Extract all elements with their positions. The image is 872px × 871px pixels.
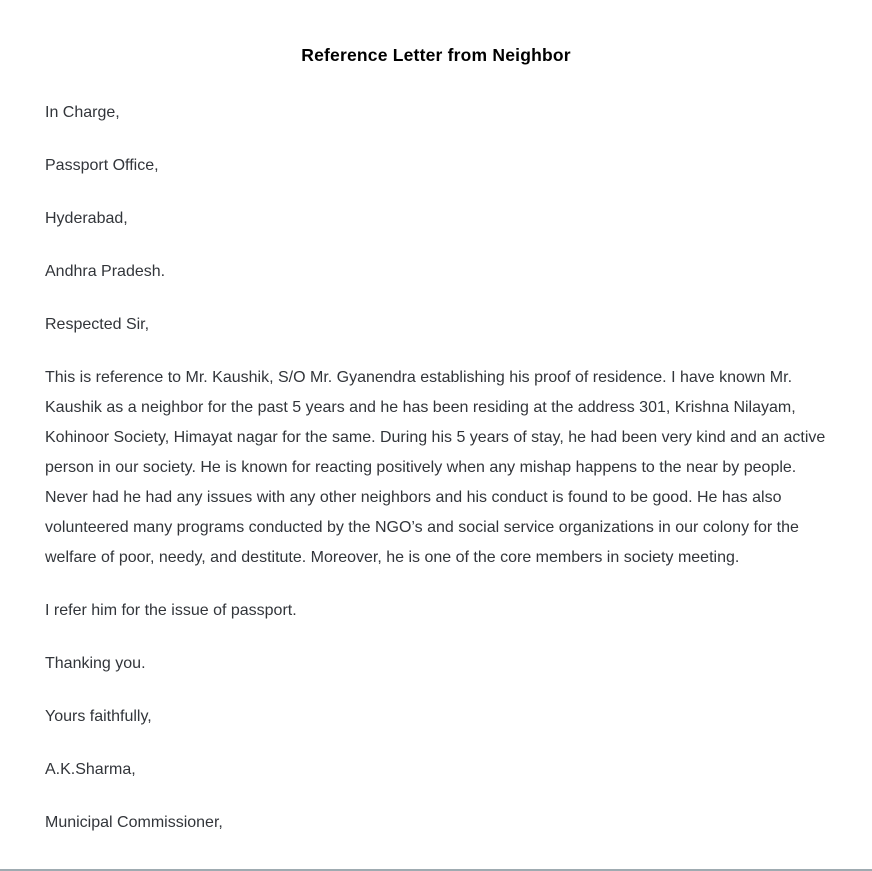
salutation: Respected Sir, (45, 316, 150, 333)
referral-line: I refer him for the issue of passport. (45, 602, 297, 619)
thanks-line: Thanking you. (45, 655, 146, 672)
closing-line: Yours faithfully, (45, 708, 152, 725)
recipient-line-city: Hyderabad, (45, 210, 128, 227)
recipient-line-state: Andhra Pradesh. (45, 263, 166, 280)
body-paragraph: This is reference to Mr. Kaushik, S/O Mr. Gyanendra establishing his proof of residence. I have known Mr. Kaushik as a neighbor for the past 5 years and he has been residing at the address 301, Krishna Nilayam, Kohinoor Society, Himayat nagar for the same. During his 5 years of stay, he had been very kind and an active person in our society. He is known for reacting positively when any mishap happens to the near by people. Never had he had any issues with any other neighbors and his conduct is found to be good. He has also volunteered many programs conducted by the NGO’s and social service organizations in our colony for the welfare of poor, needy, and destitute. Moreover, he is one of the core members in society meeting. (45, 369, 826, 566)
letter-content (0, 66, 872, 838)
recipient-line-passport-office: Passport Office, (45, 157, 159, 174)
signatory-name: A.K.Sharma, (45, 761, 136, 778)
recipient-line-in-charge: In Charge, (45, 104, 120, 121)
letter-title: Reference Letter from Neighbor (301, 45, 571, 65)
signatory-title: Municipal Commissioner, (45, 814, 223, 831)
